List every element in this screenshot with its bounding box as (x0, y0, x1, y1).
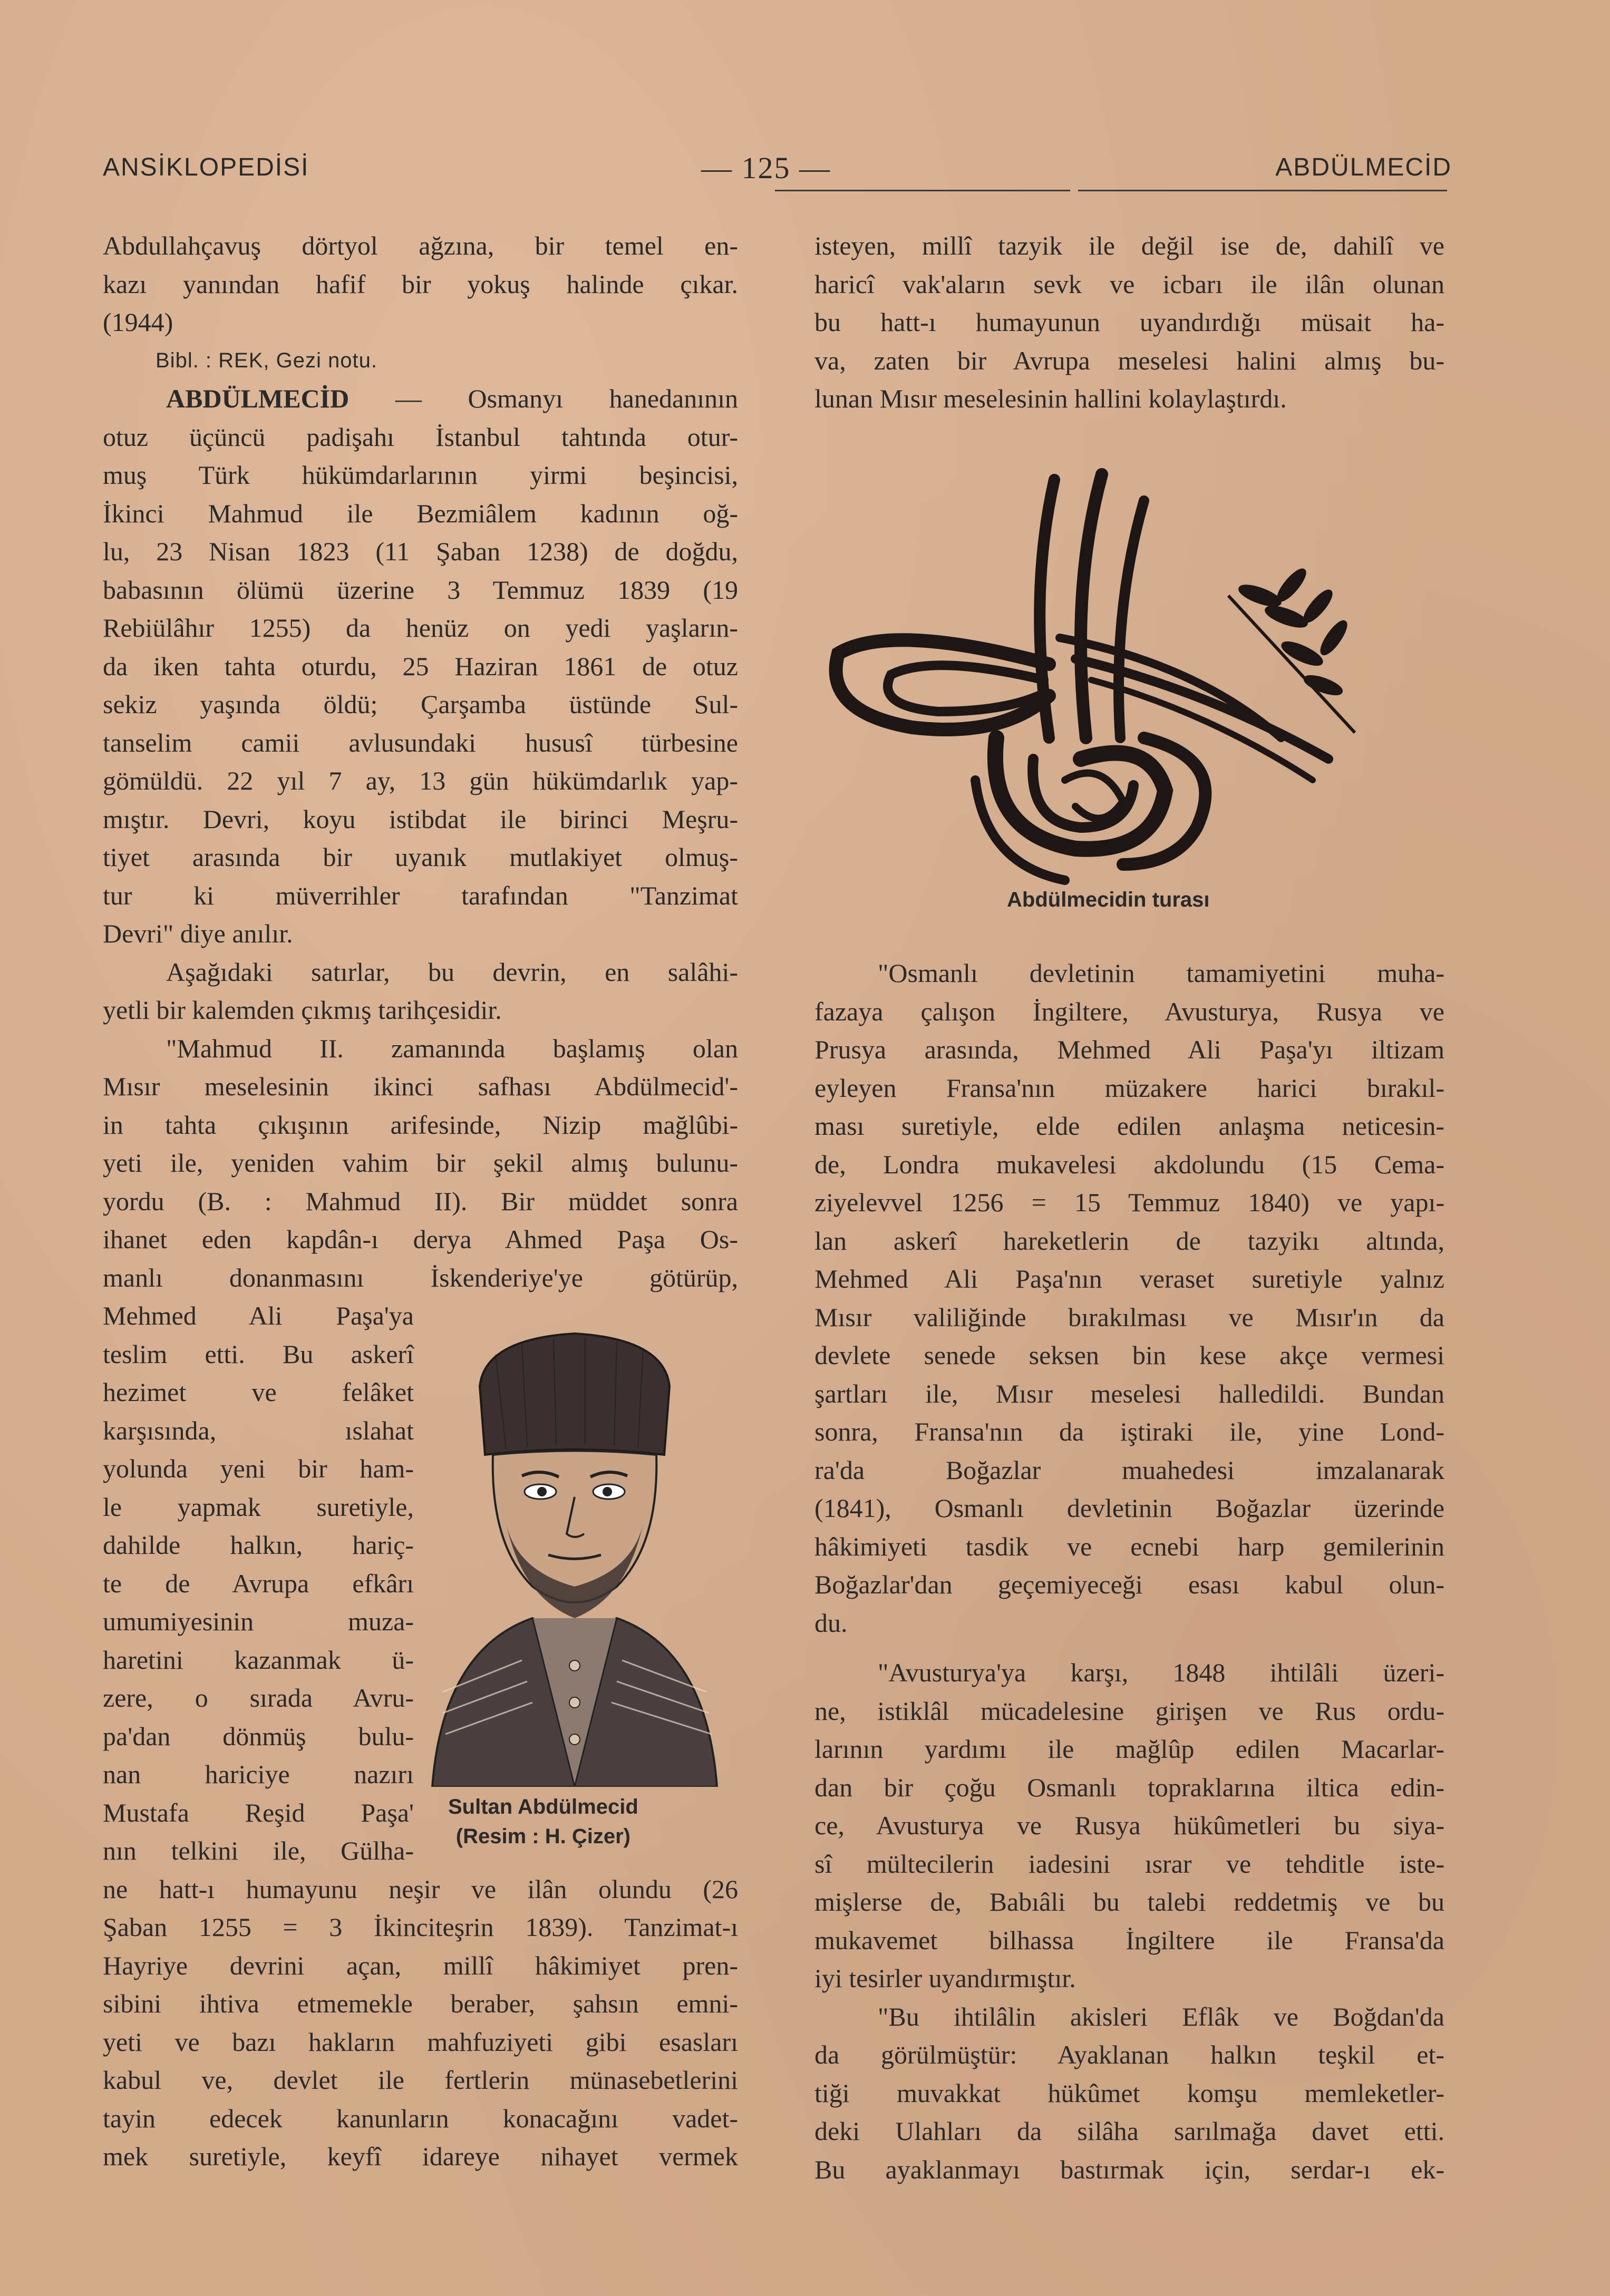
header-left-title: ANSİKLOPEDİSİ (103, 153, 309, 181)
text-line: pa'dan dönmüş bulu- (103, 1721, 414, 1751)
text-line: yordu (B. : Mahmud II). Bir müddet sonra (103, 1186, 738, 1216)
text-line: zere, o sırada Avru- (103, 1683, 414, 1713)
header-right-title: ABDÜLMECİD (1275, 153, 1452, 181)
text-line: yeti ile, yeniden vahim bir şekil almış bulunu- (103, 1148, 738, 1178)
header-rule-right (1078, 190, 1447, 191)
right-column (814, 227, 1444, 418)
text-line: nın telkini ile, Gülha- (103, 1836, 414, 1865)
text-line: in tahta çıkışının arifesinde, Nizip mağlûbi- (103, 1110, 738, 1140)
text-line: lu, 23 Nisan 1823 (11 Şaban 1238) de doğdu, (103, 537, 738, 566)
text-line: sekiz yaşında öldü; Çarşamba üstünde Sul- (103, 689, 738, 719)
portrait-caption (448, 1792, 638, 1851)
narrow-text-block (103, 1297, 414, 1870)
text-line: sibini ihtiva etmemekle beraber, şahsın emni- (103, 1989, 738, 2018)
entry-head: ABDÜLMECİD (166, 384, 350, 413)
text-line: (1841), Osmanlı devletinin Boğazlar üzerinde (814, 1493, 1444, 1523)
text-line: sî mültecilerin iadesini ısrar ve tehditle iste- (814, 1849, 1444, 1879)
text-line: te de Avrupa efkârı (103, 1568, 414, 1598)
text-line: kazı yanından hafif bir yokuş halinde çıkar. (103, 269, 738, 299)
text-line: Abdullahçavuş dörtyol ağzına, bir temel en- (103, 231, 738, 260)
text-line: "Osmanlı devletinin tamamiyetini muha- (878, 958, 1444, 988)
text-line: sonra, Fransa'nın da iştiraki ile, yine Lond- (814, 1417, 1444, 1446)
text-line: de, Londra mukavelesi akdolundu (15 Cema- (814, 1149, 1444, 1179)
text-line: du. (814, 1608, 848, 1638)
text-line: umumiyesinin muza- (103, 1607, 414, 1636)
bibliography: Bibl. : REK, Gezi notu. (156, 348, 377, 372)
text-line: manlı donanmasını İskenderiye'ye götürüp, (103, 1262, 738, 1292)
text-line: babasının ölümü üzerine 3 Temmuz 1839 (19 (103, 575, 738, 605)
text-line: Aşağıdaki satırlar, bu devrin, en salâhi- (166, 957, 738, 987)
text-line: haricî vak'aların sevk ve icbarı ile ilân olunan (814, 269, 1444, 299)
tugra-caption: Abdülmecidin turası (1007, 888, 1210, 911)
text-line: tayin edecek kanunların konacağını vadet- (103, 2103, 738, 2133)
text-line: "Mahmud II. zamanında başlamış olan (166, 1033, 738, 1063)
text-line: Devri" diye anılır. (103, 919, 293, 948)
right-column-body (814, 954, 1444, 2188)
text-line: Mısır meselesinin ikinci safhası Abdülmecid'- (103, 1072, 738, 1101)
text-line: mişlerse de, Babıâli bu talebi reddetmiş ve bu (814, 1887, 1444, 1916)
text-line: larının yardımı ile mağlûp edilen Macarlar- (814, 1734, 1444, 1764)
text-line: ne, istiklâl mücadelesine girişen ve Rus ordu- (814, 1696, 1444, 1726)
text-line: bu hatt-ı humayunun uyandırdığı müsait ha- (814, 307, 1444, 337)
text-line: eyleyen Fransa'nın müzakere harici bırakıl- (814, 1073, 1444, 1103)
text-line: da iken tahta oturdu, 25 Haziran 1861 de otuz (103, 651, 738, 681)
text-line: gömüldü. 22 yıl 7 ay, 13 gün hükümdarlık yap- (103, 766, 738, 795)
text-line: yolunda yeni bir ham- (103, 1454, 414, 1483)
text-line: Mehmed Ali Paşa'nın veraset suretiyle yalnız (814, 1264, 1444, 1293)
text-line: iyi tesirler uyandırmıştır. (814, 1963, 1076, 1993)
text-line: teslim etti. Bu askerî (103, 1339, 414, 1369)
text-line: muş Türk hükümdarlarının yirmi beşincisi, (103, 460, 738, 490)
text-line: Boğazlar'dan geçemiyeceği esası kabul olun- (814, 1570, 1444, 1599)
text-line: Mehmed Ali Paşa'ya (103, 1301, 414, 1330)
text-line: Mustafa Reşid Paşa' (103, 1797, 414, 1827)
text-line: ihanet eden kapdân-ı derya Ahmed Paşa Os- (103, 1224, 738, 1254)
text-line: tiği muvakkat hükûmet komşu memleketler- (814, 2078, 1444, 2108)
text-line: Rebiülâhır 1255) da henüz on yedi yaşların- (103, 613, 738, 643)
text-line: isteyen, millî tazyik ile değil ise de, dahilî ve (814, 231, 1444, 260)
text-line: İkinci Mahmud ile Bezmiâlem kadının oğ- (103, 498, 738, 528)
text-line: ra'da Boğazlar muahedesi imzalanarak (814, 1455, 1444, 1485)
page-number: — 125 — (701, 151, 831, 185)
text-line: mek suretiyle, keyfî idareye nihayet vermek (103, 2142, 738, 2171)
text-line: (1944) (103, 307, 173, 337)
text-line: Mısır valiliğinde bırakılması ve Mısır'ın da (814, 1302, 1444, 1332)
text-line: dahilde halkın, hariç- (103, 1530, 414, 1560)
text-line: deki Ulahları da silâha sarılmağa davet etti. (814, 2116, 1444, 2146)
text-line: mukavemet bilhassa İngiltere ile Fransa'da (814, 1925, 1444, 1955)
text-line: Hayriye devrini açan, millî hâkimiyet pren- (103, 1950, 738, 1980)
text-line: mıştır. Devri, koyu istibdat ile birinci Meşru- (103, 804, 738, 834)
text-line: tur ki müverrihler tarafından "Tanzimat (103, 880, 738, 910)
left-column (103, 227, 738, 2176)
text-line: ne hatt-ı humayunu neşir ve ilân olundu (26 (103, 1874, 738, 1904)
text-line: lan askerî hareketlerin de tazyikı altında, (814, 1225, 1444, 1256)
text-line: şartları ile, Mısır meselesi halledildi. Bundan (814, 1378, 1444, 1408)
text-line: otuz üçüncü padişahı İstanbul tahtında otur- (103, 422, 738, 452)
text-line: fazaya çalışon İngiltere, Avusturya, Rusya ve (814, 996, 1444, 1026)
text-line: yetli bir kalemden çıkmış tarihçesidir. (103, 995, 502, 1025)
text-line: yeti ve bazı hakların mahfuziyeti gibi esasları (103, 2027, 738, 2057)
text-line: devlete senede seksen bin kese akçe vermesi (814, 1340, 1444, 1370)
text-line: lunan Mısır meselesinin hallini kolaylaştırdı. (814, 384, 1287, 413)
text-line: "Avusturya'ya karşı, 1848 ihtilâli üzeri- (878, 1658, 1444, 1687)
portrait-caption-credit: (Resim : H. Çizer) (455, 1825, 631, 1848)
text-line: kabul ve, devlet ile fertlerin münasebetlerini (103, 2065, 738, 2095)
text-line: hâkimiyeti tasdik ve ecnebi harp gemilerinin (814, 1531, 1444, 1561)
text-line: va, zaten bir Avrupa meselesi halini almış bu- (814, 345, 1444, 375)
text-line: tanselim camii avlusundaki hususî türbesine (103, 727, 738, 757)
text-line: Prusya arasında, Mehmed Ali Paşa'yı iltizam (814, 1035, 1444, 1064)
text-line: dan bir çoğu Osmanlı topraklarına iltica edin- (814, 1772, 1444, 1802)
portrait-caption-title: Sultan Abdülmecid (448, 1795, 638, 1818)
entry-line: — Osmanyı hanedanının (349, 384, 738, 413)
text-line: ziyelevvel 1256 = 15 Temmuz 1840) ve yapı- (814, 1188, 1444, 1217)
text-line: da görülmüştür: Ayaklanan halkın teşkil et- (814, 2040, 1444, 2069)
text-line: "Bu ihtilâlin akisleri Eflâk ve Boğdan'da (878, 2001, 1444, 2031)
header-rule-left (775, 190, 1070, 191)
text-line: nan hariciye nazırı (103, 1759, 414, 1789)
entry-first-line (103, 380, 738, 418)
sultan-portrait-illustration (401, 1323, 743, 1787)
text-line: haretini kazanmak ü- (103, 1645, 414, 1675)
text-line: karşısında, ıslahat (103, 1415, 414, 1445)
text-line: Bu ayaklanmayı bastırmak için, serdar-ı ek- (814, 2154, 1444, 2184)
text-line: Şaban 1255 = 3 İkinciteşrin 1839). Tanzimat-ı (103, 1912, 738, 1942)
text-line: ce, Avusturya ve Rusya hükûmetleri bu siya- (814, 1811, 1444, 1840)
text-line: le yapmak suretiyle, (103, 1492, 414, 1522)
text-line: tiyet arasında bir uyanık mutlakiyet olmuş- (103, 842, 738, 872)
text-line: ması suretiyle, elde edilen anlaşma neticesin- (814, 1111, 1444, 1141)
text-line: hezimet ve felâket (103, 1377, 414, 1407)
tugra-illustration (828, 464, 1413, 886)
